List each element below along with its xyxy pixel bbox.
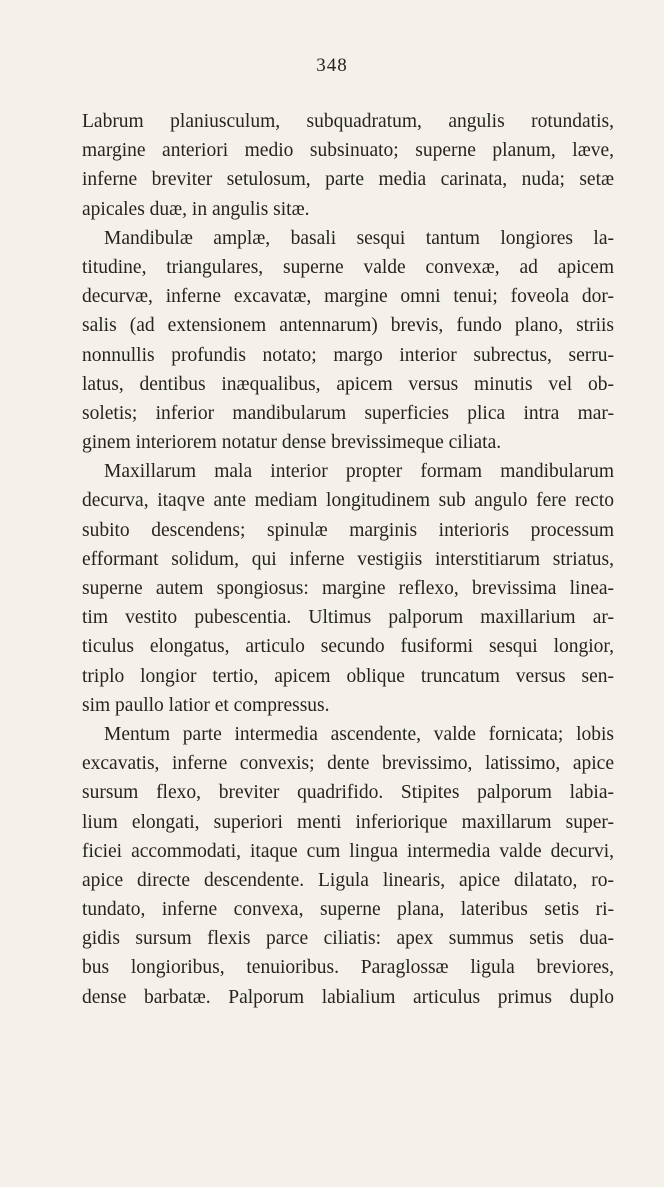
paragraph-maxillarum	[82, 457, 614, 720]
text-line: excavatis, inferne convexis; dente brevissimo, latissimo, apice	[82, 753, 614, 775]
text-line: margine anteriori medio subsinuato; superne planum, læve,	[82, 140, 614, 162]
text-line: subito descendens; spinulæ marginis interioris processum	[82, 519, 614, 541]
text-line: apice directe descendente. Ligula linearis, apice dilatato, ro-	[82, 869, 614, 891]
text-line: Mentum parte intermedia ascendente, valde fornicata; lobis	[104, 723, 614, 745]
text-line: lium elongati, superiori menti inferiorique maxillarum super-	[82, 811, 614, 833]
text-line: salis (ad extensionem antennarum) brevis, fundo plano, striis	[82, 315, 614, 337]
text-line: dense barbatæ. Palporum labialium articulus primus duplo	[82, 986, 614, 1008]
text-line: apicales duæ, in angulis sitæ.	[82, 198, 310, 220]
body-text	[82, 107, 614, 1012]
paragraph-labrum	[82, 107, 614, 224]
text-line: Labrum planiusculum, subquadratum, angulis rotundatis,	[82, 111, 614, 132]
text-line: decurvæ, inferne excavatæ, margine omni tenui; foveola dor-	[82, 286, 614, 308]
text-line: superne autem spongiosus: margine reflexo, brevissima linea-	[82, 578, 614, 599]
text-line: ginem interiorem notatur dense brevissimeque ciliata.	[82, 432, 502, 454]
text-line: ticulus elongatus, articulo secundo fusiformi sesqui longior,	[82, 636, 614, 658]
text-line: Maxillarum mala interior propter formam mandibularum	[104, 461, 614, 483]
text-line: nonnullis profundis notato; margo interior subrectus, serru-	[82, 344, 614, 366]
text-line: tundato, inferne convexa, superne plana, lateribus setis ri-	[82, 899, 614, 921]
paragraph-mentum	[82, 720, 614, 1012]
text-line: latus, dentibus inæqualibus, apicem versus minutis vel ob-	[82, 373, 614, 395]
page-number: 348	[316, 55, 348, 76]
text-line: tim vestito pubescentia. Ultimus palporum maxillarium ar-	[82, 607, 614, 629]
paragraph-mandibulae	[82, 224, 614, 458]
text-line: bus longioribus, tenuioribus. Paraglossæ ligula breviores,	[82, 957, 614, 979]
text-line: titudine, triangulares, superne valde convexæ, ad apicem	[82, 256, 614, 278]
text-line: decurva, itaqve ante mediam longitudinem sub angulo fere recto	[82, 490, 614, 512]
text-line: inferne breviter setulosum, parte media carinata, nuda; setæ	[82, 169, 614, 191]
text-line: gidis sursum flexis parce ciliatis: apex summus setis dua-	[82, 928, 614, 950]
text-line: ficiei accommodati, itaque cum lingua intermedia valde decurvi,	[82, 840, 614, 862]
text-line: soletis; inferior mandibularum superficies plica intra mar-	[82, 402, 614, 424]
text-line: triplo longior tertio, apicem oblique truncatum versus sen-	[82, 665, 614, 687]
text-line: efformant solidum, qui inferne vestigiis interstitiarum striatus,	[82, 548, 614, 570]
text-line: Mandibulæ amplæ, basali sesqui tantum longiores la-	[104, 227, 614, 249]
text-line: sursum flexo, breviter quadrifido. Stipites palporum labia-	[82, 782, 614, 804]
text-line: sim paullo latior et compressus.	[82, 694, 330, 716]
